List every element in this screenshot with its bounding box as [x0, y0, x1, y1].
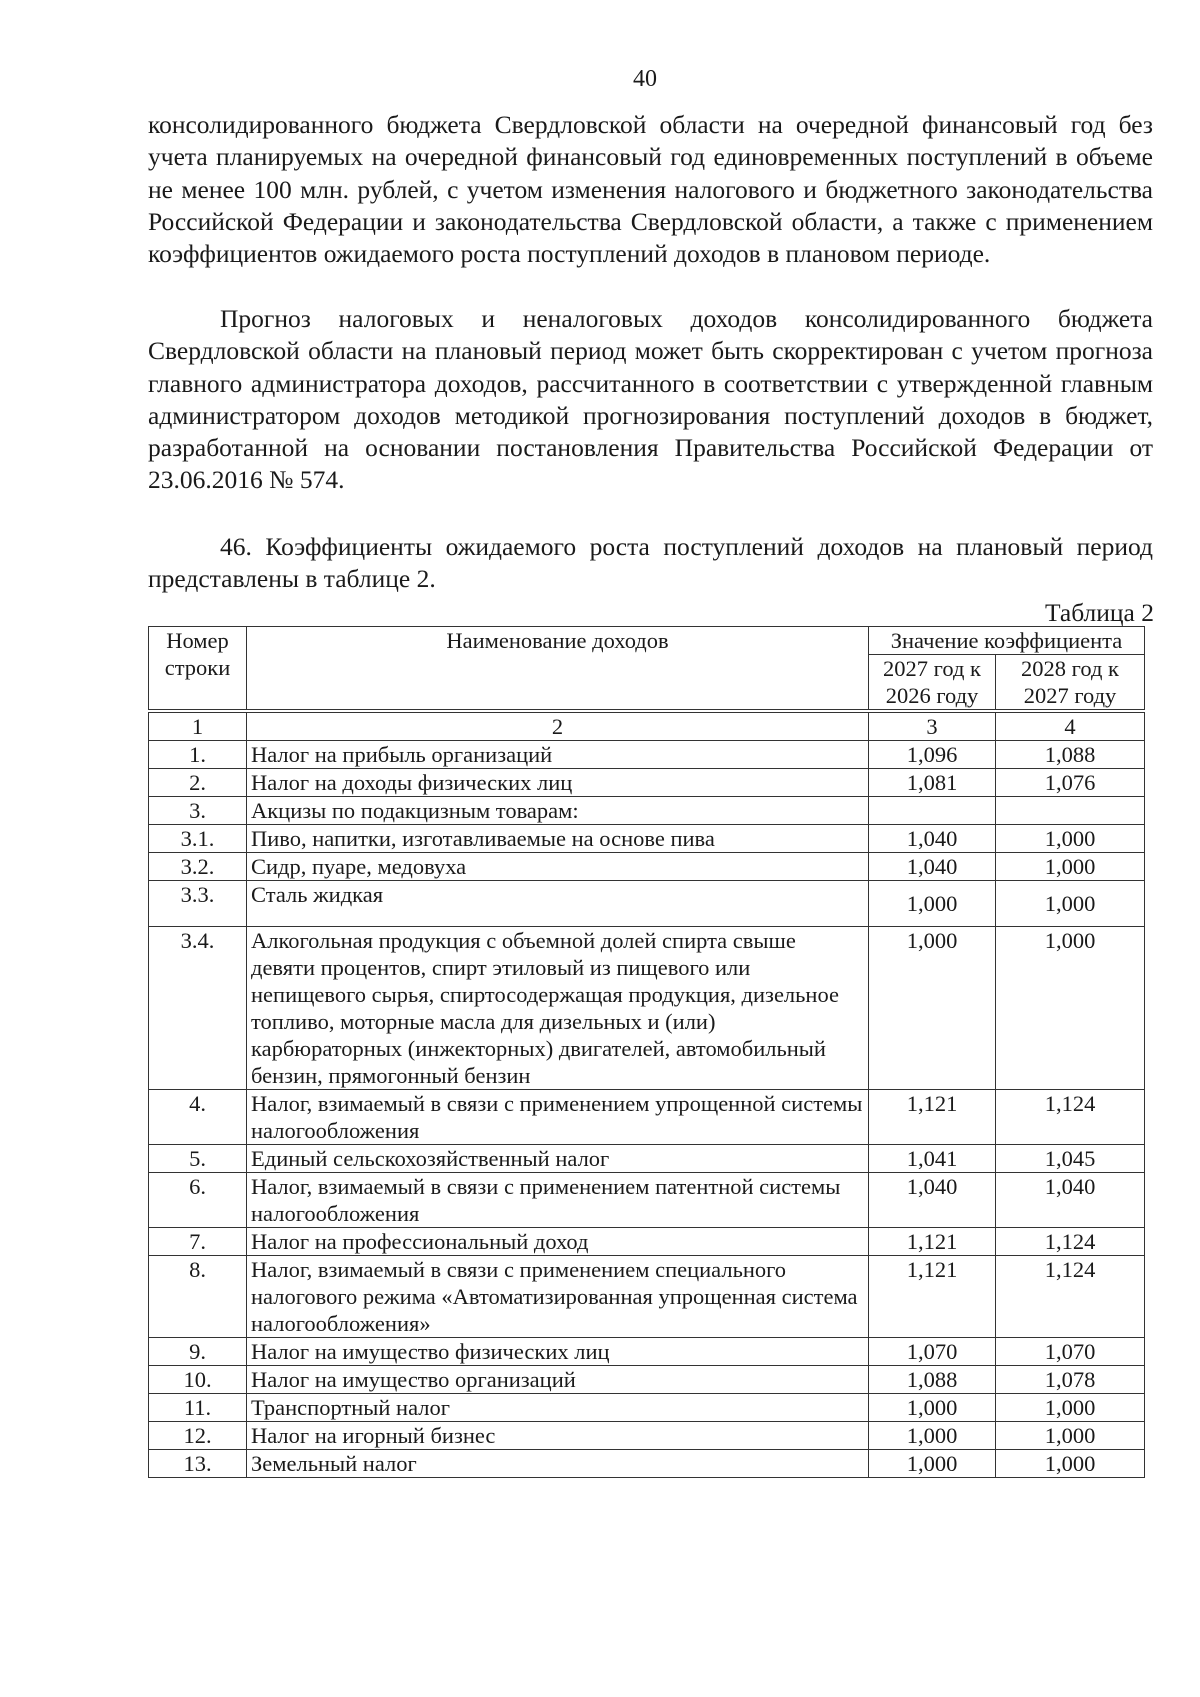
income-name: Налог на профессиональный доход: [247, 1228, 869, 1256]
income-name: Налог на доходы физических лиц: [247, 769, 869, 797]
column-number: 2: [247, 711, 869, 741]
value-2028: 1,124: [996, 1256, 1145, 1338]
row-number: 4.: [149, 1090, 247, 1145]
income-name: Налог, взимаемый в связи с применением патентной системы налогообложения: [247, 1173, 869, 1228]
table-row: [149, 797, 1145, 825]
value-2028: 1,000: [996, 825, 1145, 853]
value-2028: 1,000: [996, 853, 1145, 881]
row-number: 5.: [149, 1145, 247, 1173]
table-row: [149, 825, 1145, 853]
table-row: [149, 1145, 1145, 1173]
income-name: Акцизы по подакцизным товарам:: [247, 797, 869, 825]
income-name: Налог на игорный бизнес: [247, 1422, 869, 1450]
row-number: 3.: [149, 797, 247, 825]
header-2027: 2027 год к 2026 году: [869, 655, 996, 712]
value-2028: 1,000: [996, 1422, 1145, 1450]
paragraph-text: консолидированного бюджета Свердловской области на очередной финансовый год без учета планируемых на очередной финансовый год единовременных поступлений в объеме не менее 100 млн. рублей, с учетом изменения налогового и бюджетного законодательства Российской Федерации и законодательства Свердловской области, а также с применением коэффициентов ожидаемого роста поступлений доходов в плановом периоде.: [148, 110, 1153, 269]
row-number: 12.: [149, 1422, 247, 1450]
value-2028: 1,070: [996, 1338, 1145, 1366]
value-2027: 1,040: [869, 1173, 996, 1228]
row-number: 7.: [149, 1228, 247, 1256]
value-2027: 1,121: [869, 1228, 996, 1256]
table-caption: Таблица 2: [1044, 598, 1154, 627]
row-number: 3.1.: [149, 825, 247, 853]
header-row-number: Номер строки: [149, 627, 247, 712]
paragraph-text: 46. Коэффициенты ожидаемого роста поступлений доходов на плановый период представлены в таблице 2.: [148, 532, 1153, 594]
income-name: Налог, взимаемый в связи с применением упрощенной системы налогообложения: [247, 1090, 869, 1145]
table-row: [149, 1450, 1145, 1478]
income-name: Пиво, напитки, изготавливаемые на основе пива: [247, 825, 869, 853]
column-number: 1: [149, 711, 247, 741]
value-2027: 1,041: [869, 1145, 996, 1173]
value-2028: 1,040: [996, 1173, 1145, 1228]
page-number: 40: [633, 66, 657, 92]
income-name: Единый сельскохозяйственный налог: [247, 1145, 869, 1173]
row-number: 10.: [149, 1366, 247, 1394]
row-number: 3.2.: [149, 853, 247, 881]
income-name: Налог на имущество организаций: [247, 1366, 869, 1394]
value-2027: 1,040: [869, 853, 996, 881]
table-row: [149, 1422, 1145, 1450]
row-number: 3.3.: [149, 881, 247, 927]
coefficients-table: [148, 626, 1145, 1478]
value-2027: 1,000: [869, 927, 996, 1090]
row-number: 2.: [149, 769, 247, 797]
value-2027: 1,000: [869, 1422, 996, 1450]
table-row: [149, 769, 1145, 797]
row-number: 9.: [149, 1338, 247, 1366]
table-row: [149, 1090, 1145, 1145]
income-name: Сидр, пуаре, медовуха: [247, 853, 869, 881]
header-2028: 2028 год к 2027 году: [996, 655, 1145, 712]
table-row: [149, 741, 1145, 769]
value-2027: 1,121: [869, 1256, 996, 1338]
income-name: Земельный налог: [247, 1450, 869, 1478]
table-row: [149, 1338, 1145, 1366]
row-number: 6.: [149, 1173, 247, 1228]
value-2027: 1,070: [869, 1338, 996, 1366]
value-2028: 1,124: [996, 1090, 1145, 1145]
value-2027: 1,000: [869, 881, 996, 927]
table-row: [149, 1366, 1145, 1394]
income-name: Сталь жидкая: [247, 881, 869, 927]
row-number: 1.: [149, 741, 247, 769]
row-number: 3.4.: [149, 927, 247, 1090]
paragraph-forecast: [148, 303, 1153, 497]
paragraph-continuation: [148, 109, 1153, 270]
value-2027: [869, 797, 996, 825]
table-row: [149, 1394, 1145, 1422]
income-name: Алкогольная продукция с объемной долей спирта свыше девяти процентов, спирт этиловый из пищевого или непищевого сырья, спиртосодержащая продукция, дизельное топливо, моторные масла для дизельных и (или) карбюраторных (инжекторных) двигателей, автомобильный бензин, прямогонный бензин: [247, 927, 869, 1090]
table-row: [149, 1173, 1145, 1228]
table-row: [149, 927, 1145, 1090]
value-2027: 1,081: [869, 769, 996, 797]
table-row: [149, 853, 1145, 881]
value-2027: 1,000: [869, 1450, 996, 1478]
value-2027: 1,121: [869, 1090, 996, 1145]
value-2028: [996, 797, 1145, 825]
column-number: 3: [869, 711, 996, 741]
header-income-name: Наименование доходов: [247, 627, 869, 712]
value-2028: 1,000: [996, 881, 1145, 927]
value-2028: 1,000: [996, 1450, 1145, 1478]
paragraph-text: Прогноз налоговых и неналоговых доходов консолидированного бюджета Свердловской области на плановый период может быть скорректирован с учетом прогноза главного администратора доходов, рассчитанного в соответствии с утвержденной главным администратором доходов методикой прогнозирования поступлений доходов в бюджет, разработанной на основании постановления Правительства Российской Федерации от 23.06.2016 № 574.: [148, 304, 1153, 495]
row-number: 11.: [149, 1394, 247, 1422]
header-coefficient-group: Значение коэффициента: [869, 627, 1145, 655]
value-2027: 1,040: [869, 825, 996, 853]
value-2028: 1,045: [996, 1145, 1145, 1173]
value-2028: 1,088: [996, 741, 1145, 769]
income-name: Транспортный налог: [247, 1394, 869, 1422]
table-row: [149, 1256, 1145, 1338]
row-number: 13.: [149, 1450, 247, 1478]
value-2028: 1,124: [996, 1228, 1145, 1256]
paragraph-item-46: [148, 531, 1153, 596]
value-2028: 1,000: [996, 927, 1145, 1090]
row-number: 8.: [149, 1256, 247, 1338]
value-2028: 1,076: [996, 769, 1145, 797]
column-number: 4: [996, 711, 1145, 741]
value-2027: 1,088: [869, 1366, 996, 1394]
income-name: Налог на прибыль организаций: [247, 741, 869, 769]
income-name: Налог, взимаемый в связи с применением специального налогового режима «Автоматизированная упрощенная система налогообложения»: [247, 1256, 869, 1338]
income-name: Налог на имущество физических лиц: [247, 1338, 869, 1366]
column-number-row: [149, 711, 1145, 741]
value-2027: 1,000: [869, 1394, 996, 1422]
table-row: [149, 1228, 1145, 1256]
value-2028: 1,078: [996, 1366, 1145, 1394]
value-2027: 1,096: [869, 741, 996, 769]
value-2028: 1,000: [996, 1394, 1145, 1422]
table-row: [149, 881, 1145, 927]
